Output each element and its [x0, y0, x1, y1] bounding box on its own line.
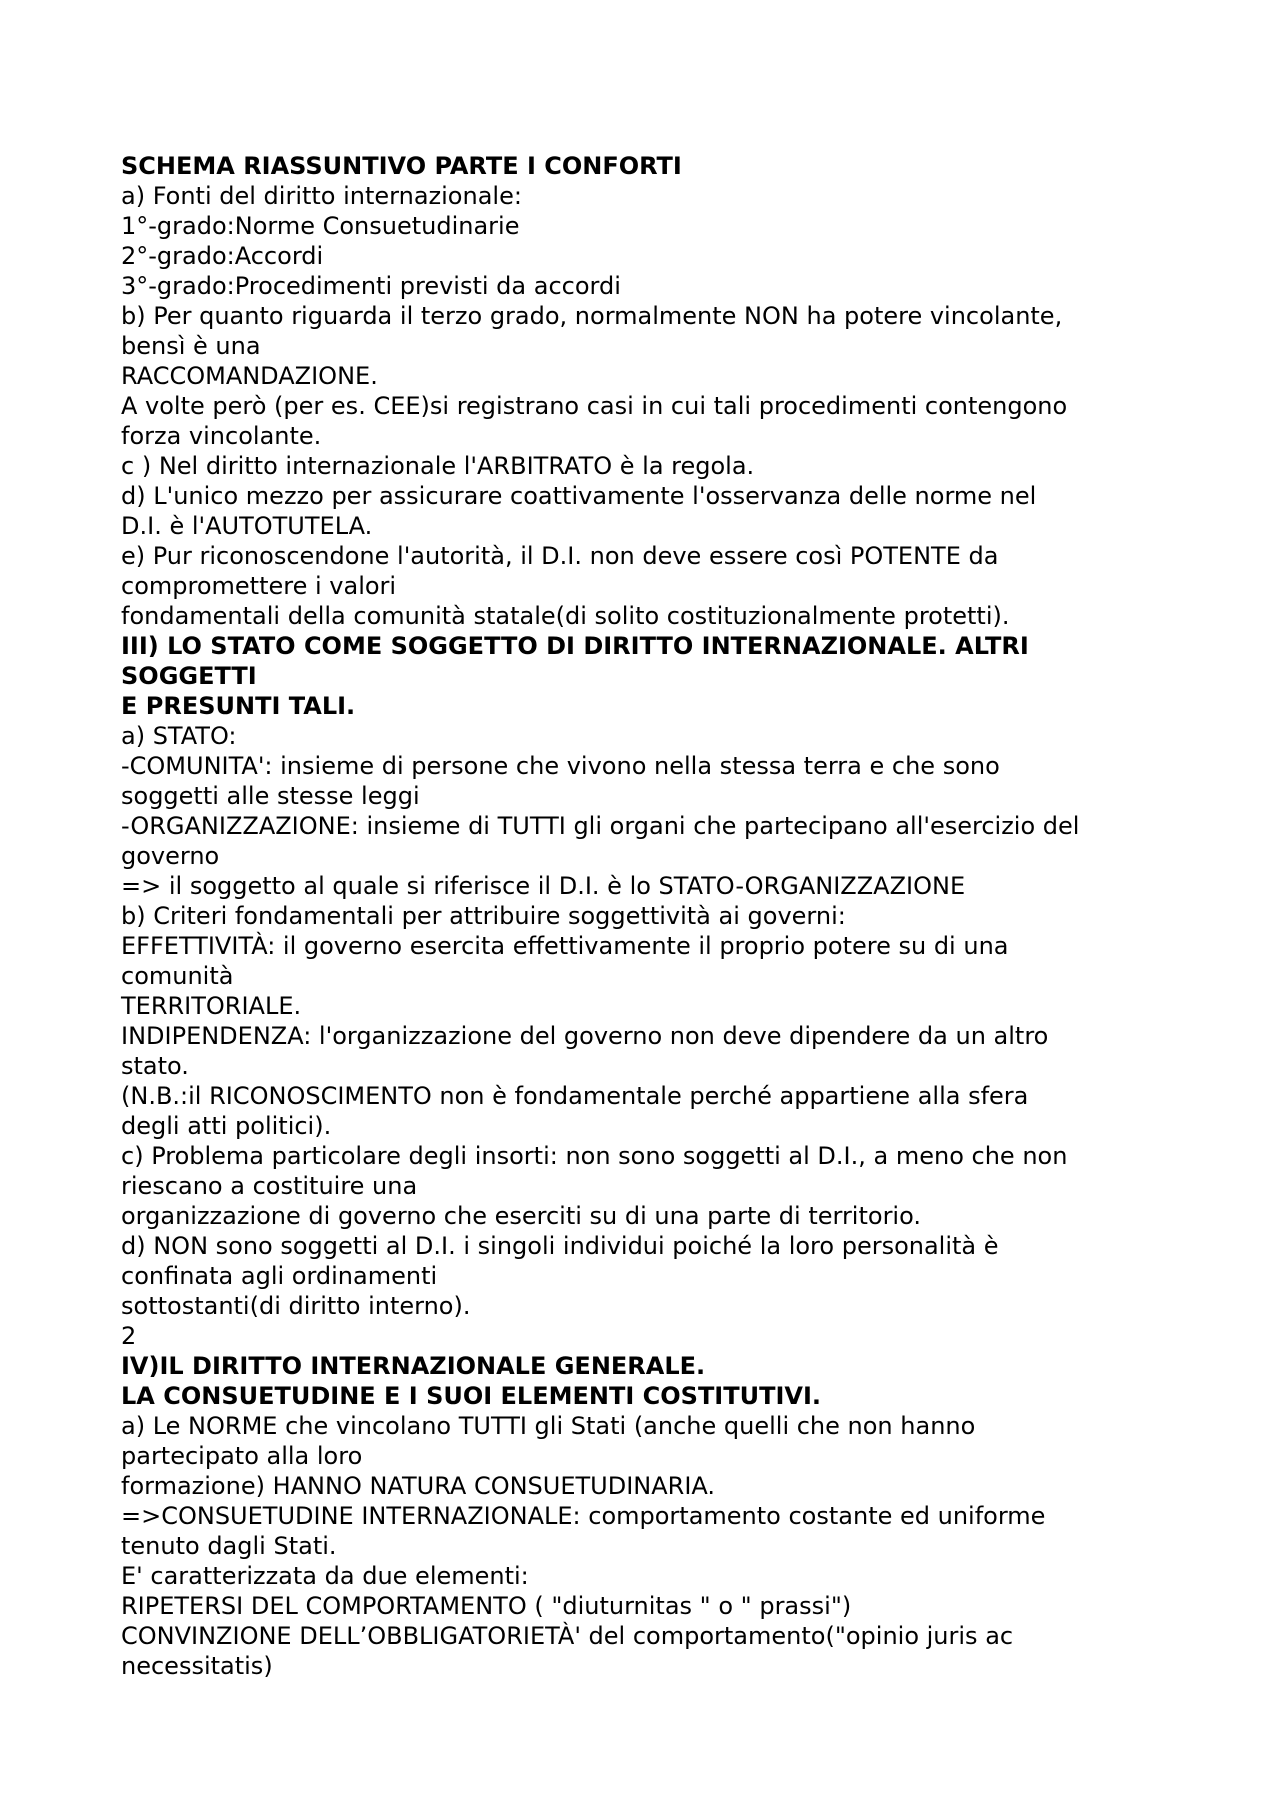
- text-line: soggetti alle stesse leggi: [121, 782, 420, 810]
- heading-line: SCHEMA RIASSUNTIVO PARTE I CONFORTI: [121, 152, 682, 180]
- text-line: EFFETTIVITÀ: il governo esercita effettivamente il proprio potere su di una: [121, 932, 1009, 960]
- text-line: organizzazione di governo che eserciti su di una parte di territorio.: [121, 1202, 921, 1230]
- text-line: formazione) HANNO NATURA CONSUETUDINARIA.: [121, 1472, 716, 1500]
- text-line: compromettere i valori: [121, 572, 397, 600]
- text-line: d) NON sono soggetti al D.I. i singoli individui poiché la loro personalità è: [121, 1232, 999, 1260]
- text-line: tenuto dagli Stati.: [121, 1532, 337, 1560]
- text-line: d) L'unico mezzo per assicurare coattivamente l'osservanza delle norme nel: [121, 482, 1037, 510]
- text-line: e) Pur riconoscendone l'autorità, il D.I. non deve essere così POTENTE da: [121, 542, 999, 570]
- text-line: A volte però (per es. CEE)si registrano casi in cui tali procedimenti contengono: [121, 392, 1068, 420]
- text-line: =>CONSUETUDINE INTERNAZIONALE: comportamento costante ed uniforme: [121, 1502, 1046, 1530]
- text-line: bensì è una: [121, 332, 261, 360]
- text-line: -ORGANIZZAZIONE: insieme di TUTTI gli organi che partecipano all'esercizio del: [121, 812, 1080, 840]
- text-line: b) Per quanto riguarda il terzo grado, normalmente NON ha potere vincolante,: [121, 302, 1063, 330]
- heading-line: LA CONSUETUDINE E I SUOI ELEMENTI COSTITUTIVI.: [121, 1382, 822, 1410]
- text-line: governo: [121, 842, 220, 870]
- text-line: a) Le NORME che vincolano TUTTI gli Stati (anche quelli che non hanno: [121, 1412, 976, 1440]
- text-line: RACCOMANDAZIONE.: [121, 362, 378, 390]
- text-line: comunità: [121, 962, 234, 990]
- text-line: 2: [121, 1322, 137, 1350]
- text-line: D.I. è l'AUTOTUTELA.: [121, 512, 373, 540]
- heading-line: III) LO STATO COME SOGGETTO DI DIRITTO INTERNAZIONALE. ALTRI: [121, 632, 1029, 660]
- text-line: degli atti politici).: [121, 1112, 332, 1140]
- document-body: [121, 151, 1161, 1681]
- text-line: 1°-grado:Norme Consuetudinarie: [121, 212, 520, 240]
- text-line: a) Fonti del diritto internazionale:: [121, 182, 522, 210]
- text-line: a) STATO:: [121, 722, 237, 750]
- text-line: necessitatis): [121, 1652, 273, 1680]
- text-line: 3°-grado:Procedimenti previsti da accordi: [121, 272, 621, 300]
- text-line: c) Problema particolare degli insorti: non sono soggetti al D.I., a meno che non: [121, 1142, 1068, 1170]
- heading-line: SOGGETTI: [121, 662, 257, 690]
- text-line: (N.B.:il RICONOSCIMENTO non è fondamentale perché appartiene alla sfera: [121, 1082, 1029, 1110]
- text-line: riescano a costituire una: [121, 1172, 418, 1200]
- text-line: stato.: [121, 1052, 189, 1080]
- text-line: INDIPENDENZA: l'organizzazione del governo non deve dipendere da un altro: [121, 1022, 1049, 1050]
- heading-line: E PRESUNTI TALI.: [121, 692, 356, 720]
- text-line: confinata agli ordinamenti: [121, 1262, 438, 1290]
- text-line: CONVINZIONE DELL’OBBLIGATORIETÀ' del comportamento("opinio juris ac: [121, 1622, 1014, 1650]
- heading-line: IV)IL DIRITTO INTERNAZIONALE GENERALE.: [121, 1352, 706, 1380]
- text-line: TERRITORIALE.: [121, 992, 302, 1020]
- text-line: b) Criteri fondamentali per attribuire soggettività ai governi:: [121, 902, 846, 930]
- text-line: forza vincolante.: [121, 422, 322, 450]
- text-line: RIPETERSI DEL COMPORTAMENTO ( "diuturnitas " o " prassi"): [121, 1592, 852, 1620]
- text-line: 2°-grado:Accordi: [121, 242, 324, 270]
- text-line: sottostanti(di diritto interno).: [121, 1292, 471, 1320]
- text-line: partecipato alla loro: [121, 1442, 363, 1470]
- text-line: => il soggetto al quale si riferisce il D.I. è lo STATO-ORGANIZZAZIONE: [121, 872, 966, 900]
- text-line: c ) Nel diritto internazionale l'ARBITRATO è la regola.: [121, 452, 755, 480]
- text-line: -COMUNITA': insieme di persone che vivono nella stessa terra e che sono: [121, 752, 1000, 780]
- text-line: E' caratterizzata da due elementi:: [121, 1562, 529, 1590]
- text-line: fondamentali della comunità statale(di solito costituzionalmente protetti).: [121, 602, 1010, 630]
